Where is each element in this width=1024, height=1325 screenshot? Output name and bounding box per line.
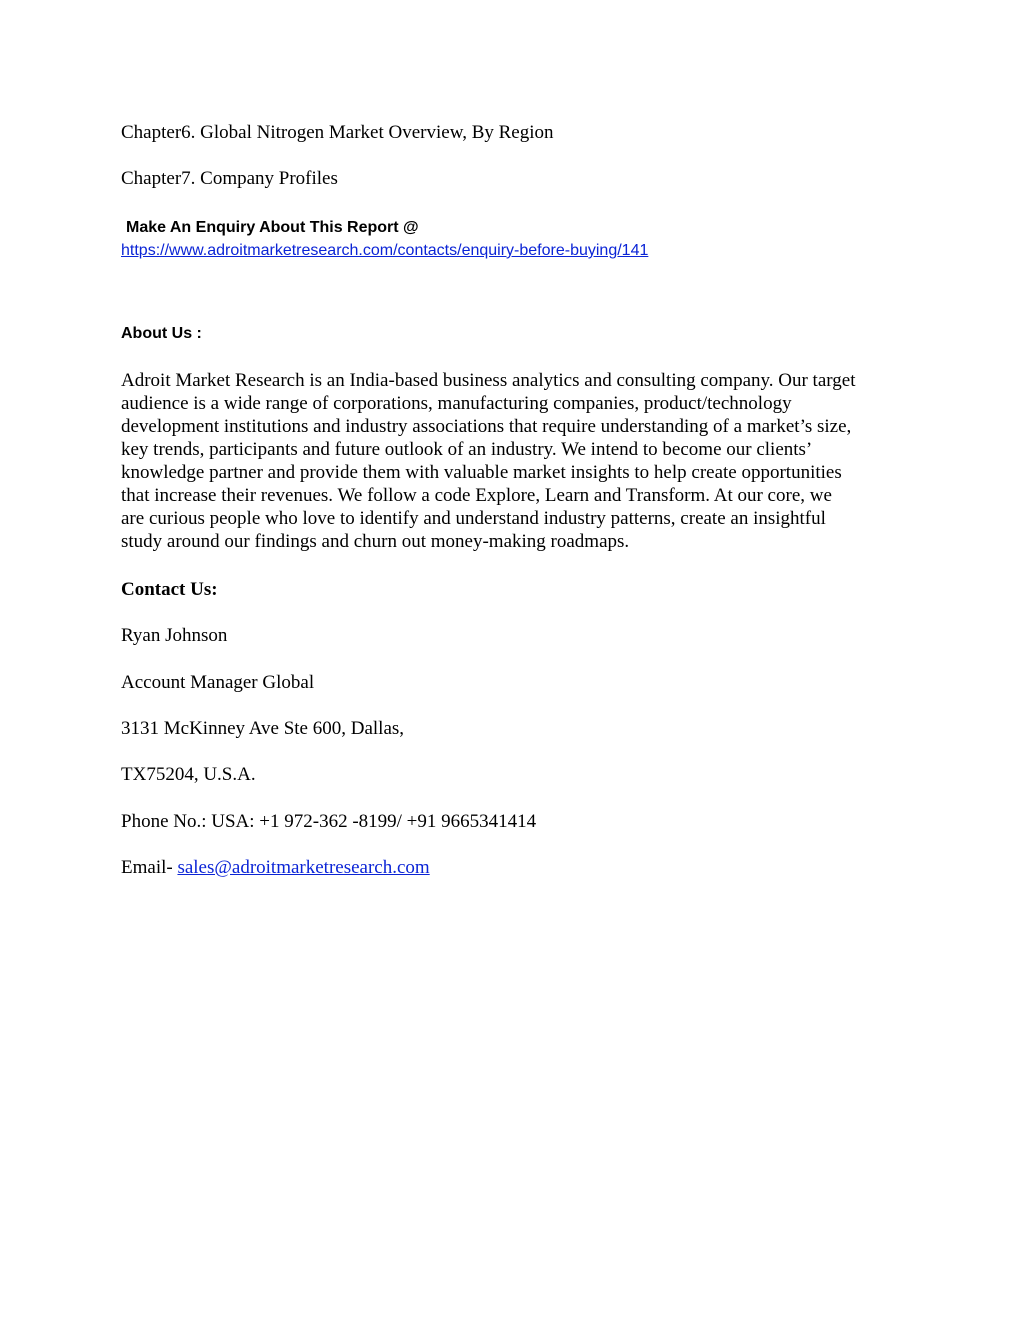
about-line: are curious people who love to identify and understand industry patterns, create an insightful [121,508,826,529]
contact-address-line2: TX75204, U.S.A. [121,764,256,785]
about-line: key trends, participants and future outlook of an industry. We intend to become our clients’ [121,439,813,460]
about-line: development institutions and industry associations that require understanding of a market’s size, [121,416,852,437]
about-paragraph [121,369,911,553]
document-page [121,0,911,1325]
chapter6-line: Chapter6. Global Nitrogen Market Overview, By Region [121,122,554,143]
chapter7-line: Chapter7. Company Profiles [121,168,338,189]
contact-name: Ryan Johnson [121,625,228,646]
contact-title: Account Manager Global [121,672,315,693]
contact-phone: Phone No.: USA: +1 972-362 -8199/ +91 9665341414 [121,811,537,832]
enquiry-link[interactable]: https://www.adroitmarketresearch.com/contacts/enquiry-before-buying/141 [121,242,649,259]
enquiry-label: Make An Enquiry About This Report @ [126,219,419,236]
about-line: study around our findings and churn out money-making roadmaps. [121,531,630,552]
email-label: Email- [121,857,178,878]
about-line: audience is a wide range of corporations, manufacturing companies, product/technology [121,393,792,414]
about-line: knowledge partner and provide them with valuable market insights to help create opportunities [121,462,842,483]
contact-email-row [121,856,430,879]
about-line: that increase their revenues. We follow a code Explore, Learn and Transform. At our core, we [121,485,832,506]
email-link[interactable]: sales@adroitmarketresearch.com [177,857,430,878]
contact-heading: Contact Us: [121,579,218,600]
about-line: Adroit Market Research is an India-based business analytics and consulting company. Our target [121,370,856,391]
contact-address-line1: 3131 McKinney Ave Ste 600, Dallas, [121,718,405,739]
about-heading: About Us : [121,325,202,342]
